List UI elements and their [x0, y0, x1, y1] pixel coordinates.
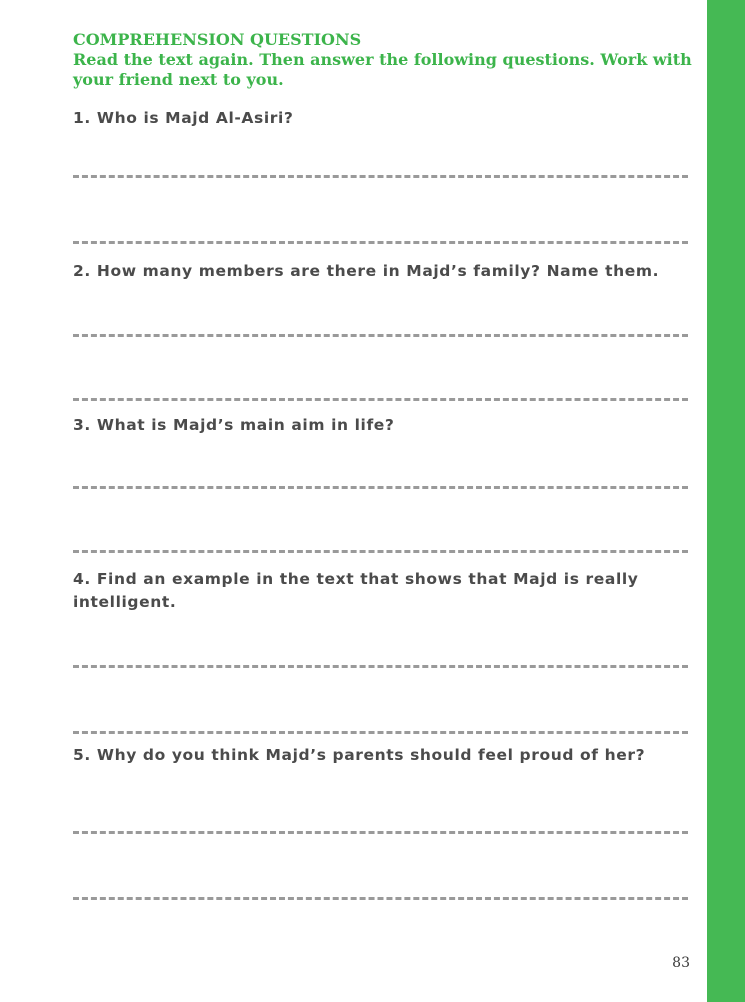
page-number: 83 [672, 955, 690, 971]
answer-line-3a[interactable] [73, 486, 688, 489]
answer-line-1a[interactable] [73, 175, 688, 178]
question-2: 2. How many members are there in Majd’s family? Name them. [73, 262, 660, 280]
question-1: 1. Who is Majd Al-Asiri? [73, 109, 294, 127]
section-instruction: Read the text again. Then answer the following questions. Work with your friend next to you. [73, 50, 692, 89]
green-side-band [707, 0, 745, 1002]
answer-line-5a[interactable] [73, 831, 688, 834]
question-4: 4. Find an example in the text that shows that Majd is really intelligent. [73, 570, 639, 611]
answer-line-5b[interactable] [73, 897, 688, 900]
question-3: 3. What is Majd’s main aim in life? [73, 416, 395, 434]
section-title: COMPREHENSION QUESTIONS [73, 30, 362, 49]
answer-line-1b[interactable] [73, 241, 688, 244]
answer-line-2b[interactable] [73, 398, 688, 401]
answer-line-4a[interactable] [73, 665, 688, 668]
section-heading [73, 30, 693, 90]
answer-line-2a[interactable] [73, 334, 688, 337]
question-5: 5. Why do you think Majd’s parents should feel proud of her? [73, 746, 646, 764]
answer-line-4b[interactable] [73, 731, 688, 734]
answer-line-3b[interactable] [73, 550, 688, 553]
